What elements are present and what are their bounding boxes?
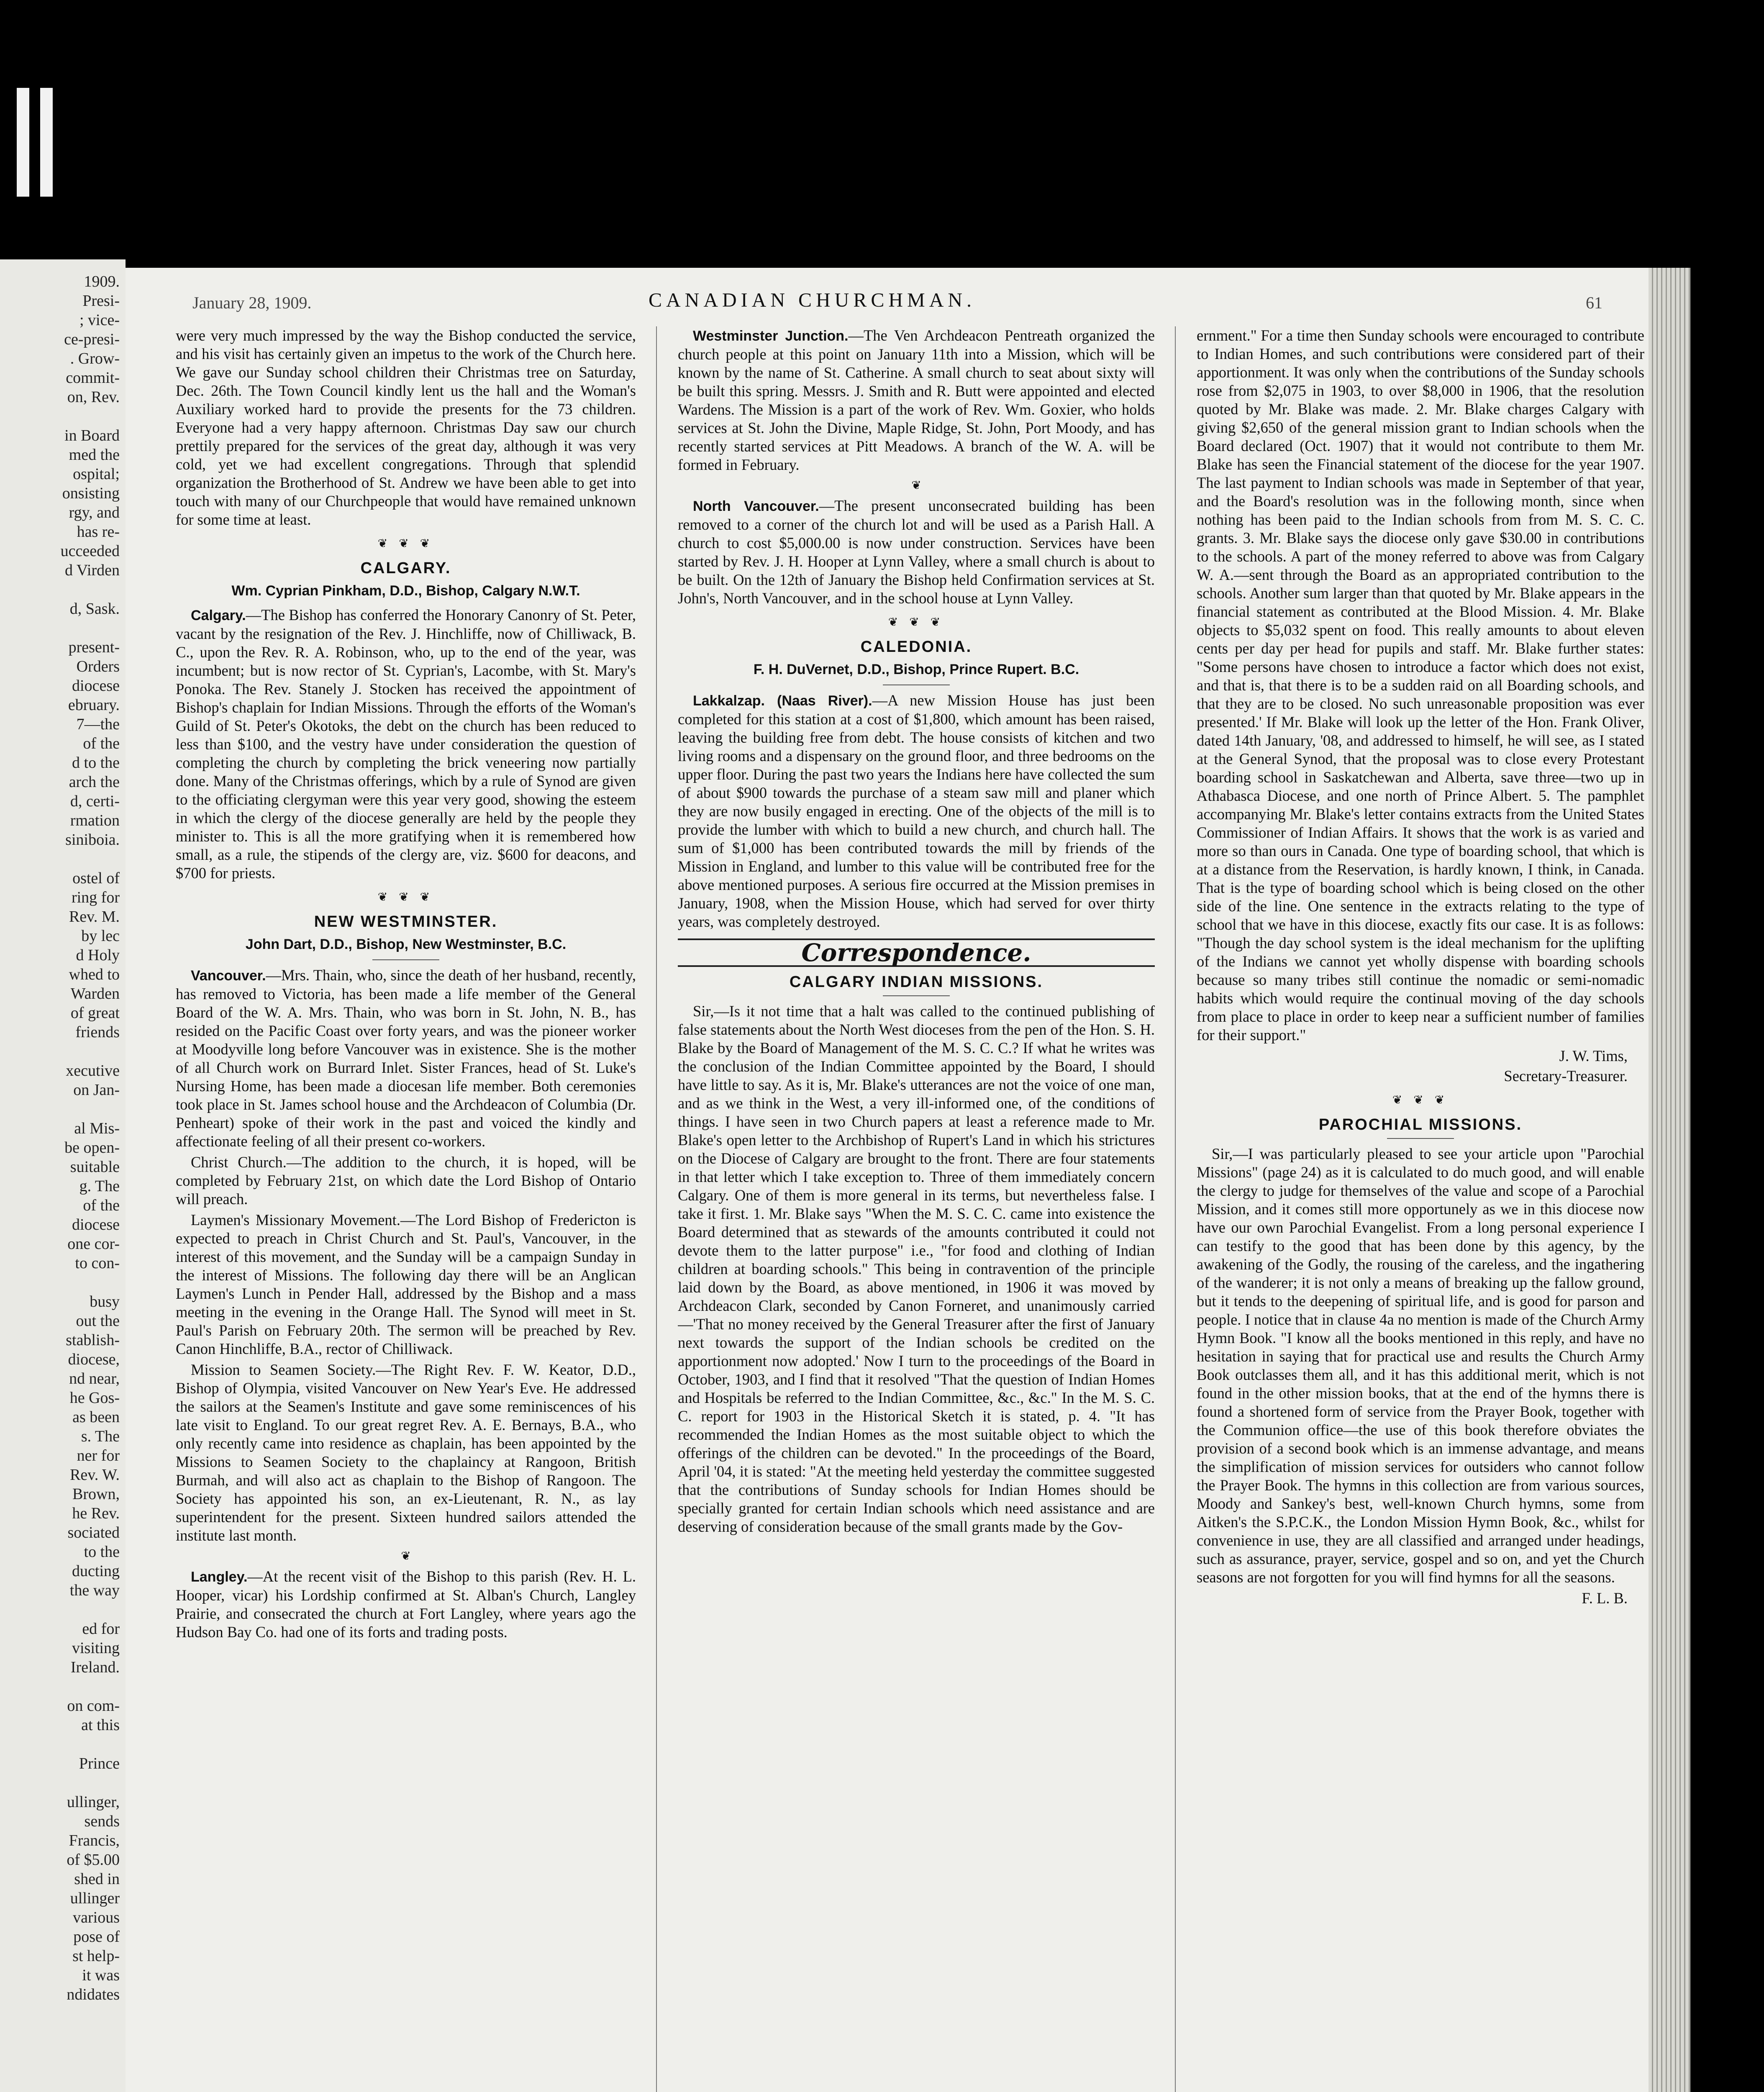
article-calgary	[176, 606, 636, 882]
bishop-calgary: Wm. Cyprian Pinkham, D.D., Bishop, Calgary N.W.T.	[231, 583, 580, 599]
previous-page-strip	[0, 259, 126, 2092]
body-vancouver: —Mrs. Thain, who, since the death of her husband, recently, has removed to Victoria, has been made a life member of the General Board of the W. A. Mrs. Thain, who was born in St. John, N. B., has resided on the Pacific Coast over forty years, and was the pioneer worker at Moodyville long before Vancouver was in existence. She is the mother of all Church work on Burrard Inlet. Sister Frances, head of St. Luke's Nursing Home, has been made a diocesan life member. Both ceremonies took place in St. James school house and the Archdeacon of Columbia (Dr. Penheart) spoke of their work in the past and voiced the kindly and affectionate feeling of all their present co-workers.	[176, 967, 636, 1150]
film-mark-top-left-2	[40, 88, 53, 197]
letter-calgary-indian-missions-continued: ernment." For a time then Sunday schools were encouraged to contribute to Indian Homes, and such contributions were considered part of their apportionment. It was only when the contributions of the Sunday schools rose from $2,075 in 1903, to over $8,000 in 1906, that the resolution quoted by Mr. Blake was made. 2. Mr. Blake charges Calgary with giving $2,650 of the general mission grant to Indian schools when the Board declared (Oct. 1907) that it would not contribute to them Mr. Blake has seen the Financial statement of the diocese for the year 1907. The last payment to Indian schools was made in September of that year, and the Board's resolution was in the following month, since when nothing has been paid to the Indian schools from from M. S. C. C. grants. 3. Mr. Blake says the diocese only gave $30.00 in contributions to the schools. A part of the money referred to above was from Calgary W. A.—sent through the Board as an appropriated contribution to the schools. Another sum larger than that quoted by Mr. Blake appears in the financial statement as contributed at the Blood Mission. 4. Mr. Blake objects to $5,032 spent on food. This really amounts to about eleven cents per day per head for pupils and staff. Mr. Blake further states: "Some persons have chosen to introduce a factor which does not exist, and that is, that there is to be a sudden raid on all Boarding schools, and that they are to be closed. No such unreasonable proposition was ever presented.' If Mr. Blake will look up the letter of the Hon. Frank Oliver, dated 14th January, '08, and addressed to himself, he will see, as I stated at the General Synod, that the proposal was to close every Protestant boarding school in Saskatchewan and Alberta, save three—two up in Athabasca Diocese, and one north of Prince Albert. 5. The pamphlet accompanying Mr. Blake's letter contains extracts from the United States Commissioner of Indian Affairs. It shows that the work is as varied and more so than ours in Canada. One type of boarding school, that which is at a distance from the Reservation, is hardly known, I think, in Canada. That is the type of boarding school which is being closed on the other side of the line. One sentence in the extracts relating to the type of school that we have in this diocese, exactly fits our case. It is as follows: "Though the day school system is the ideal mechanism for the uplifting of the Indians we cannot yet wholly dispense with boarding schools because so many tribes still continue the nomadic or semi-nomadic habits which would require the continual moving of the day schools from place to place in order to keep near a sufficient number of families for their support."	[1197, 327, 1644, 1043]
signature-initials: F. L. B.	[1582, 1590, 1628, 1607]
heading-caledonia: CALEDONIA.	[860, 638, 972, 656]
newspaper-page	[126, 268, 1649, 2092]
lead-westminster-junction: Westminster Junction.	[693, 328, 849, 344]
header-page-number: 61	[1586, 293, 1602, 312]
lead-north-vancouver: North Vancouver.	[693, 498, 819, 514]
signature-title: Secretary-Treasurer.	[1504, 1067, 1628, 1084]
paragraph-ornament: ❦	[401, 1550, 411, 1563]
section-ornament: ❦ ❦ ❦	[1392, 1094, 1449, 1107]
short-rule	[883, 995, 950, 996]
article-christ-church: Christ Church.—The addition to the church, it is hoped, will be completed by February 21st, on which date the Lord Bishop of Ontario will preach.	[176, 1154, 636, 1208]
article-langley	[176, 1567, 636, 1641]
previous-page-text: 1909. Presi- ; vice- ce-presi- . Grow- commit- on, Rev. in Board med the ospital; onsisting rgy, and has re- ucceeded d Virden d, Sask. present- Orders diocese ebruary. 7—the of the d to the arch the d, certi- rmation siniboia. ostel of ring for Rev. M. by lec d Holy whed to Warden of great friends xecutive on Jan- al Mis- be open- suitable g. The of the diocese one cor- to con- busy out the stablish- diocese, nd near, he Gos- as been s. The ner for Rev. W. Brown, he Rev. sociated to the ducting the way ed for visiting Ireland. on com- at this Prince ullinger, sends Francis, of $5.00 shed in ullinger various pose of st help- it was ndidates	[60, 273, 120, 2003]
bishop-new-westminster: John Dart, D.D., Bishop, New Westminster, B.C.	[245, 936, 567, 952]
article-lakkalzap	[678, 691, 1155, 931]
heading-parochial-missions: PAROCHIAL MISSIONS.	[1318, 1116, 1523, 1133]
column-rule-1	[656, 326, 657, 2092]
short-rule	[1387, 1138, 1454, 1139]
film-mark-top-left	[17, 88, 29, 197]
header-date: January 28, 1909.	[192, 293, 312, 312]
short-rule	[372, 959, 439, 960]
lead-langley: Langley.	[191, 1569, 248, 1585]
column-rule-2	[1175, 326, 1176, 2092]
section-ornament: ❦ ❦ ❦	[377, 537, 434, 550]
article-laymen: Laymen's Missionary Movement.—The Lord Bishop of Fredericton is expected to preach in Christ Church and St. Paul's, Vancouver, in the interest of this movement, and the Sunday will be a campaign Sunday in the interest of Missions. The following day there will be an Anglican Laymen's Lunch in Pender Hall, addressed by the Bishop and a mass meeting in the evening in the Orange Hall. The Synod will meet in St. Paul's Parish on February 20th. The sermon will be preached by Rev. Canon Hinchliffe, B.A., rector of Chilliwack.	[176, 1211, 636, 1357]
lead-vancouver: Vancouver.	[191, 968, 266, 984]
article-intro-continued: were very much impressed by the way the Bishop conducted the service, and his visit has certainly given an impetus to the work of the Church here. We gave our Sunday school children their Christmas tree on Saturday, Dec. 26th. The Town Council kindly lent us the hall and the Woman's Auxiliary worked hard to provide the presents for the 73 children. Everyone had a very happy afternoon. Christmas Day saw our church prettily prepared for the services of the great day, although it was very cold, yet we had excellent congregations. Through that splendid organization the Brotherhood of St. Andrew we have been able to get into touch with many of our Churchpeople that would have remained unknown for some time at least.	[176, 327, 636, 528]
article-seamen: Mission to Seamen Society.—The Right Rev. F. W. Keator, D.D., Bishop of Olympia, visited Vancouver on New Year's Eve. He addressed the sailors at the Seamen's Institute and gave some reminiscences of his late visit to England. To our great regret Rev. A. E. Bernays, B.A., who only recently came into residence as chaplain, has been appointed by the Missions to Seamen Society to the chaplaincy at Rangoon, British Burmah, and will also act as chaplain to the Bishop of Rangoon. The Society has appointed his son, an ex-Lieutenant, R. N., as lay superintendent for the present. Sixteen hundred sailors attended the institute last month.	[176, 1361, 636, 1544]
column-2	[678, 326, 1155, 2092]
lead-lakkalzap: Lakkalzap. (Naas River).	[693, 693, 872, 709]
letter-calgary-indian-missions: Sir,—Is it not time that a halt was called to the continued publishing of false statements about the North West dioceses from the pen of the Hon. S. H. Blake by the Board of Management of the M. S. C. C.? If what he writes was the conclusion of the Indian Committee appointed by the Board, I should have little to say. As it is, Mr. Blake's utterances are not the voice of one man, and as we think in the West, a very ill-informed one, of the conditions of things. I have seen in two Church papers at least a reference made to Mr. Blake's open letter to the Archbishop of Rupert's Land in which his strictures on the Diocese of Calgary are brought to the front. There are four statements in that letter which I take exception to. Three of them immediately concern Calgary. One of them is more general in its terms, but nevertheless false. I take it first. 1. Mr. Blake says "When the M. S. C. C. came into existence the Board determined that as stewards of the amounts contributed it could not devote them to the latter purpose" i.e., "for food and clothing of Indian children at boarding schools." This being in contravention of the principle laid down by the Board, as above mentioned, in 1906 it was moved by Archdeacon Clark, seconded by Canon Forneret, and unanimously carried—'That no money received by the General Treasurer after the first of January next towards the support of the Indian schools be credited on the apportionment now adopted.' Now I turn to the proceedings of the Board in October, 1903, and I find that it resolved "That the question of Indian Homes and Hospitals be referred to the Indian Committee, &c., &c." In the M. S. C. C. report for 1903 in the Historical Sketch it is stated, p. 4. "It has recommended the Indian Homes as the most suitable object to which the offerings of the children can be devoted." In the proceedings of the Board, April '04, it is stated: "At the meeting held yesterday the committee suggested that the contributions of Sunday schools for Indian Homes should be specially granted for certain Indian schools which need assistance and are deserving of consideration because of the small grants made by the Gov-	[678, 1002, 1155, 1535]
section-ornament: ❦ ❦ ❦	[377, 891, 434, 904]
heading-calgary: CALGARY.	[360, 559, 451, 577]
page-edge-stack	[1649, 268, 1690, 2092]
heading-calgary-indian-missions: CALGARY INDIAN MISSIONS.	[789, 973, 1044, 991]
column-1	[176, 326, 636, 2092]
article-vancouver	[176, 966, 636, 1151]
bishop-caledonia: F. H. DuVernet, D.D., Bishop, Prince Rupert. B.C.	[753, 661, 1079, 677]
article-westminster-junction	[678, 326, 1155, 474]
column-3	[1197, 326, 1644, 2092]
header-title: CANADIAN CHURCHMAN.	[649, 289, 976, 311]
correspondence-banner: Correspondence.	[678, 938, 1155, 967]
body-calgary: —The Bishop has conferred the Honorary Canonry of St. Peter, vacant by the resignation of the Rev. J. Hinchliffe, now of Chilliwack, B. C., upon the Rev. R. A. Robinson, who, up to the end of the year, was incumbent; but is now rector of St. Cyprian's, Lacombe, with St. Mary's Ponoka. The Rev. Stanely J. Stocken has received the appointment of Bishop's chaplain for Indian Missions. Through the efforts of the Woman's Guild of St. Peter's Okotoks, the debt on the church has been reduced to less than $100, and the vestry have under consideration the question of completing the church by completing the brick veneering now partially done. Many of the Christmas offerings, which by a rule of Synod are given to the officiating clergyman were this year very good, showing the esteem in which the clergy of the diocese generally are held by the people they minister to. This is all the more gratifying when it is remembered how small, as a rule, the stipends of the clergy are, viz. $600 for deacons, and $700 for priests.	[176, 606, 636, 882]
body-lakkalzap: —A new Mission House has just been completed for this station at a cost of $1,800, which amount has been raised, leaving the building free from debt. The house consists of kitchen and two living rooms and a dispensary on the ground floor, and three bedrooms on the upper floor. During the past two years the Indians here have collected the sum of about $900 towards the purchase of a steam saw mill and planer which they are now busily engaged in erecting. One of the objects of the mill is to provide the lumber with which to build a new church, and church hall. The sum of $1,000 has been contributed towards the mill by friends of the Mission in England, and lumber to this value will be contributed free for the above mentioned purposes. A serious fire occurred at the Mission premises in January, 1908, when the Mission House, which had served for over thirty years, was completely destroyed.	[678, 692, 1155, 930]
signature-name: J. W. Tims,	[1559, 1047, 1628, 1064]
body-westminster-junction: —The Ven Archdeacon Pentreath organized the church people at this point on January 11th into a Mission, which will be known by the name of St. Catherine. A small church to seat about sixty will be built this spring. Messrs. J. Smith and R. Butt were appointed and elected Wardens. The Mission is a part of the work of Rev. Wm. Goxier, who holds services at St. John the Divine, Maple Ridge, St. John, Port Moody, and has recently started services at Pitt Meadows. A branch of the W. A. will be formed in February.	[678, 327, 1155, 473]
page-header	[126, 285, 1649, 322]
paragraph-ornament: ❦	[911, 479, 921, 492]
heading-new-westminster: NEW WESTMINSTER.	[314, 913, 498, 931]
letter-parochial-missions: Sir,—I was particularly pleased to see your article upon "Parochial Missions" (page 24) as it is calculated to do much good, and will enable the clergy to judge for themselves of the value and scope of a Parochial Mission, and it comes still more opportunely as we in this diocese now have our own Parochial Evangelist. From a long personal experience I can testify to the good that has been done by this agency, by the awakening of the Godly, the rousing of the careless, and the ingathering of the wanderer; it is not only a means of breaking up the fallow ground, but it tends to the deepening of spiritual life, and is good for parson and people. I notice that in clause 4a no mention is made of the Church Army Hymn Book. "I know all the books mentioned in this reply, and have no hesitation in saying that for practical use and results the Church Army Book outclasses them all, and it has this additional merit, which is not found in the other mission books, that at the end of the hymns there is found a shortened form of service from the Prayer Book, together with the Communion office—the use of this book therefore obviates the provision of a second book which is an immense advantage, and means the simplification of mission services for outsiders who cannot follow the Prayer Book. The hymns in this collection are from various sources, Moody and Sankey's best, well-known Church hymns, some from Aitken's the S.P.C.K., the London Mission Hymn Book, &c., whilst for convenience in use, they are all classified and arranged under headings, such as assurance, prayer, service, gospel and so on, and yet the Church seasons are not forgotten for you will find hymns for all the seasons.	[1197, 1145, 1644, 1586]
body-north-vancouver: —The present unconsecrated building has been removed to a corner of the church lot and will be used as a Parish Hall. A church to cost $5,000.00 is now under construction. Services have been started by Rev. J. H. Hooper at Lynn Valley, where a small church is about to be built. On the 12th of January the Bishop held Confirmation services at St. John's, North Vancouver, and in the school house at Lynn Valley.	[678, 497, 1155, 607]
section-ornament: ❦ ❦ ❦	[888, 616, 945, 629]
body-langley: —At the recent visit of the Bishop to this parish (Rev. H. L. Hooper, vicar) his Lordship confirmed at St. Alban's Church, Langley Prairie, and consecrated the church at Fort Langley, where years ago the Hudson Bay Co. had one of its forts and trading posts.	[176, 1568, 636, 1641]
lead-calgary: Calgary.	[191, 608, 246, 623]
article-north-vancouver	[678, 497, 1155, 608]
